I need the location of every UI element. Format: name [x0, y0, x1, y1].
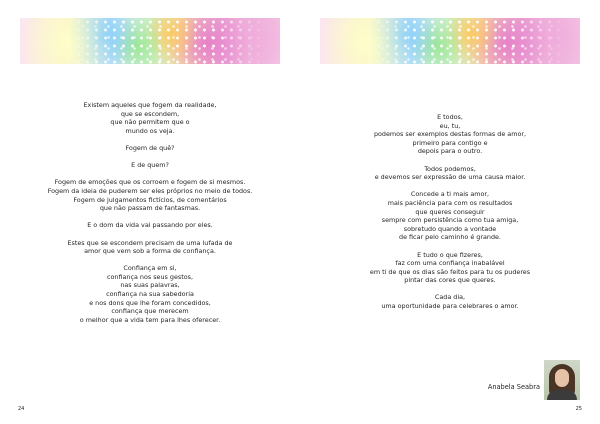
- poem-line: E de quem?: [131, 161, 169, 170]
- stanza: [20, 239, 280, 256]
- right-page: [300, 0, 600, 424]
- poem-line: mundo os veja.: [125, 126, 175, 135]
- poem-line: sempre com persistência como tua amiga,: [381, 216, 519, 225]
- poem-line: que não permitem que o: [110, 118, 190, 127]
- poem-line: confiança na sua sabedoria: [106, 290, 194, 299]
- page-number: 25: [575, 406, 582, 412]
- poem-line: Todos podemos,: [424, 164, 476, 173]
- stanza: [320, 165, 580, 182]
- author-name: Anabela Seabra: [487, 383, 540, 391]
- stanza: [320, 190, 580, 242]
- poem-line: eu, tu,: [439, 121, 461, 130]
- poem-line: que se escondem,: [120, 109, 180, 118]
- author-photo-shirt: [547, 390, 577, 400]
- poem-line: pintar das cores que queres.: [404, 276, 496, 285]
- poem-line: Fogem de emoções que os corroem e fogem de si mesmos.: [54, 178, 246, 187]
- poem-line: Fogem de julgamentos fictícios, de comentários: [73, 195, 227, 204]
- stanza: [20, 161, 280, 170]
- poem-line: faz com uma confiança inabalável: [395, 259, 505, 268]
- poem-line: nas suas palavras,: [120, 281, 180, 290]
- poem-line: e devemos ser expressão de uma causa maior.: [374, 173, 526, 182]
- poem-line: depois para o outro.: [417, 147, 483, 156]
- poem-line: Existem aqueles que fogem da realidade,: [83, 101, 217, 109]
- stanza: [320, 293, 580, 310]
- right-banner-image: [320, 18, 580, 64]
- right-poem: [320, 113, 580, 319]
- poem-line: amor que vem sob a forma de confiança.: [84, 247, 216, 256]
- poem-line: uma oportunidade para celebrares o amor.: [381, 302, 519, 311]
- author-photo-face: [555, 369, 569, 387]
- poem-line: confiança nos seus gestos,: [106, 272, 193, 281]
- left-poem: [20, 101, 280, 333]
- poem-line: de ficar pelo caminho é grande.: [399, 233, 501, 242]
- poem-line: sobretudo quando a vontade: [403, 224, 497, 233]
- poem-line: e nos dons que lhe foram concedidos,: [89, 298, 211, 307]
- stanza: [20, 101, 280, 135]
- poem-line: mais paciência para com os resultados: [387, 198, 513, 207]
- stanza: [20, 221, 280, 230]
- poem-line: Fogem da ideia de puderem ser eles próprios no meio de todos.: [47, 186, 253, 195]
- poem-line: que queres conseguir: [415, 207, 485, 216]
- poem-line: o melhor que a vida tem para lhes oferecer.: [79, 315, 221, 324]
- dew-drops-decoration: [320, 18, 580, 64]
- poem-line: Fogem de quê?: [125, 143, 175, 152]
- poem-line: Estes que se escondem precisam de uma lufada de: [67, 238, 233, 247]
- poem-line: primeiro para contigo e: [412, 138, 488, 147]
- poem-line: E todos,: [437, 113, 463, 121]
- poem-line: Confiança em si,: [123, 264, 177, 273]
- poem-line: Concede a ti mais amor,: [410, 190, 490, 199]
- poem-line: que não passam de fantasmas.: [99, 204, 201, 213]
- stanza: [320, 251, 580, 285]
- page-number: 24: [18, 406, 25, 412]
- poem-line: podemos ser exemplos destas formas de amor,: [373, 130, 527, 139]
- author-photo: [544, 360, 580, 400]
- stanza: [320, 113, 580, 156]
- poem-line: E o dom da vida vai passando por eles.: [87, 221, 213, 230]
- poem-line: Cada dia,: [434, 293, 466, 302]
- dew-drops-decoration: [20, 18, 280, 64]
- stanza: [20, 264, 280, 324]
- stanza: [20, 144, 280, 153]
- poem-line: confiança que merecem: [111, 307, 189, 316]
- left-banner-image: [20, 18, 280, 64]
- stanza: [20, 178, 280, 212]
- poem-line: em ti de que os dias são feitos para tu os puderes: [369, 267, 531, 276]
- poem-line: E tudo o que fizeres,: [417, 250, 483, 259]
